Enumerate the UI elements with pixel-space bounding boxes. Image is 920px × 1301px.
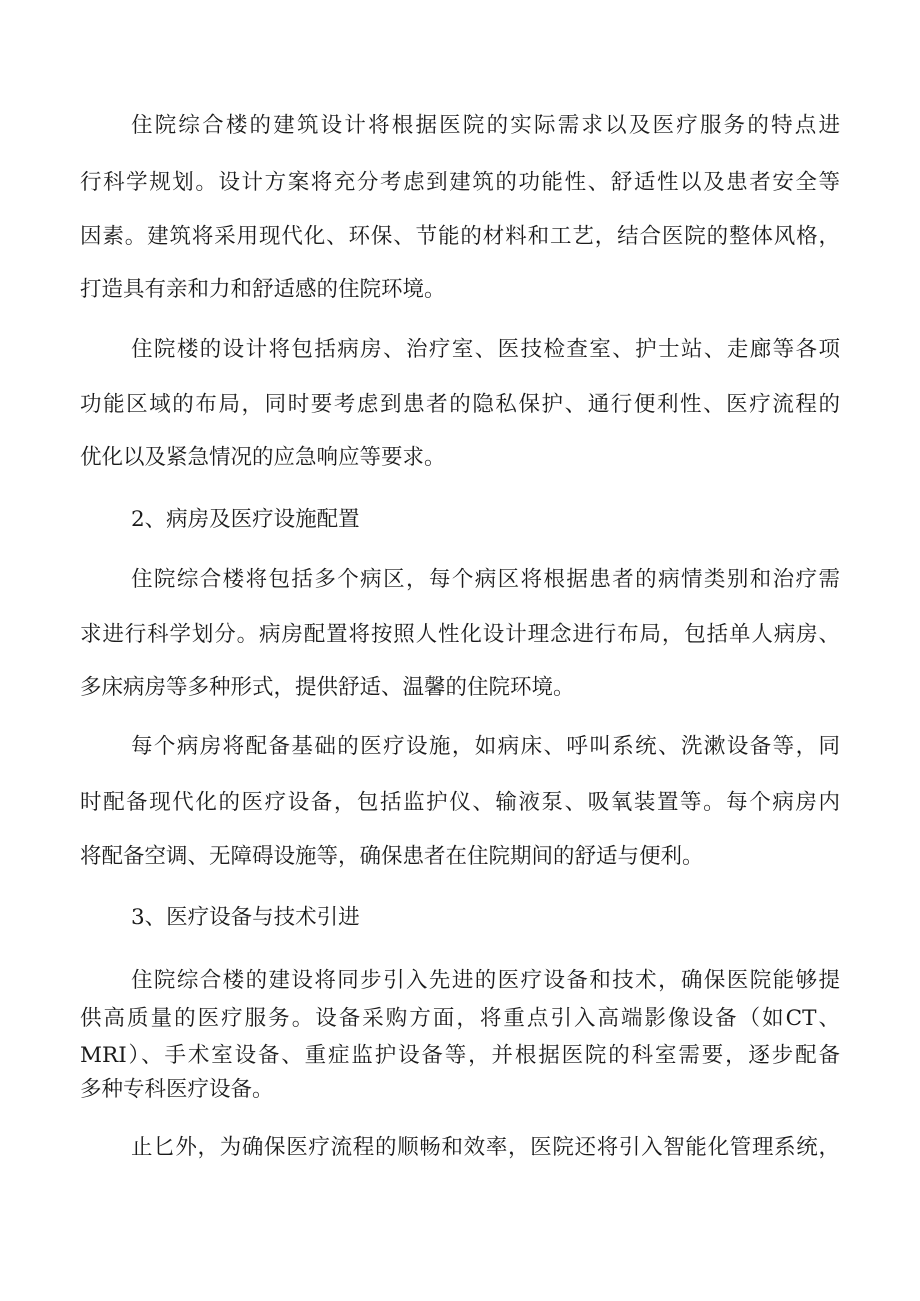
- paragraph-2-line-3: 优化以及紧急情况的应急响应等要求。: [80, 445, 446, 470]
- paragraph-4-line-2: 时配备现代化的医疗设备，包括监护仪、输液泵、吸氧装置等。每个病房内: [80, 790, 840, 815]
- paragraph-4-line-3: 将配备空调、无障碍设施等，确保患者在住院期间的舒适与便利。: [80, 844, 704, 869]
- section-heading-2: 2、病房及医疗设施配置: [131, 507, 360, 532]
- paragraph-1-line-3: 因素。建筑将采用现代化、环保、节能的材料和工艺，结合医院的整体风格，: [80, 224, 840, 249]
- paragraph-5-line-3: MRI）、手术室设备、重症监护设备等，并根据医院的科室需要，逐步配备: [80, 1043, 840, 1068]
- paragraph-3-line-2: 求进行科学划分。病房配置将按照人性化设计理念进行布局，包括单人病房、: [80, 622, 840, 647]
- paragraph-1-line-1: 住院综合楼的建筑设计将根据医院的实际需求以及医疗服务的特点进: [131, 113, 840, 138]
- paragraph-5-line-2: 供高质量的医疗服务。设备采购方面，将重点引入高端影像设备（如CT、: [80, 1006, 840, 1031]
- paragraph-6-line-1: 止匕外，为确保医疗流程的顺畅和效率，医院还将引入智能化管理系统，: [131, 1135, 840, 1160]
- paragraph-3-line-3: 多床病房等多种形式，提供舒适、温馨的住院环境。: [80, 675, 575, 700]
- paragraph-4-line-1: 每个病房将配备基础的医疗设施，如病床、呼叫系统、洗漱设备等，同: [131, 734, 840, 759]
- paragraph-2-line-1: 住院楼的设计将包括病房、治疗室、医技检查室、护士站、走廊等各项: [131, 337, 840, 362]
- paragraph-1-line-2: 行科学规划。设计方案将充分考虑到建筑的功能性、舒适性以及患者安全等: [80, 170, 840, 195]
- section-heading-3: 3、医疗设备与技术引进: [131, 905, 360, 930]
- paragraph-5-line-1: 住院综合楼的建设将同步引入先进的医疗设备和技术，确保医院能够提: [131, 968, 840, 993]
- paragraph-2-line-2: 功能区域的布局，同时要考虑到患者的隐私保护、通行便利性、医疗流程的: [80, 392, 840, 417]
- paragraph-1-line-4: 打造具有亲和力和舒适感的住院环境。: [80, 277, 446, 302]
- paragraph-5-line-4: 多种专科医疗设备。: [80, 1077, 274, 1102]
- paragraph-3-line-1: 住院综合楼将包括多个病区，每个病区将根据患者的病情类别和治疗需: [131, 567, 840, 592]
